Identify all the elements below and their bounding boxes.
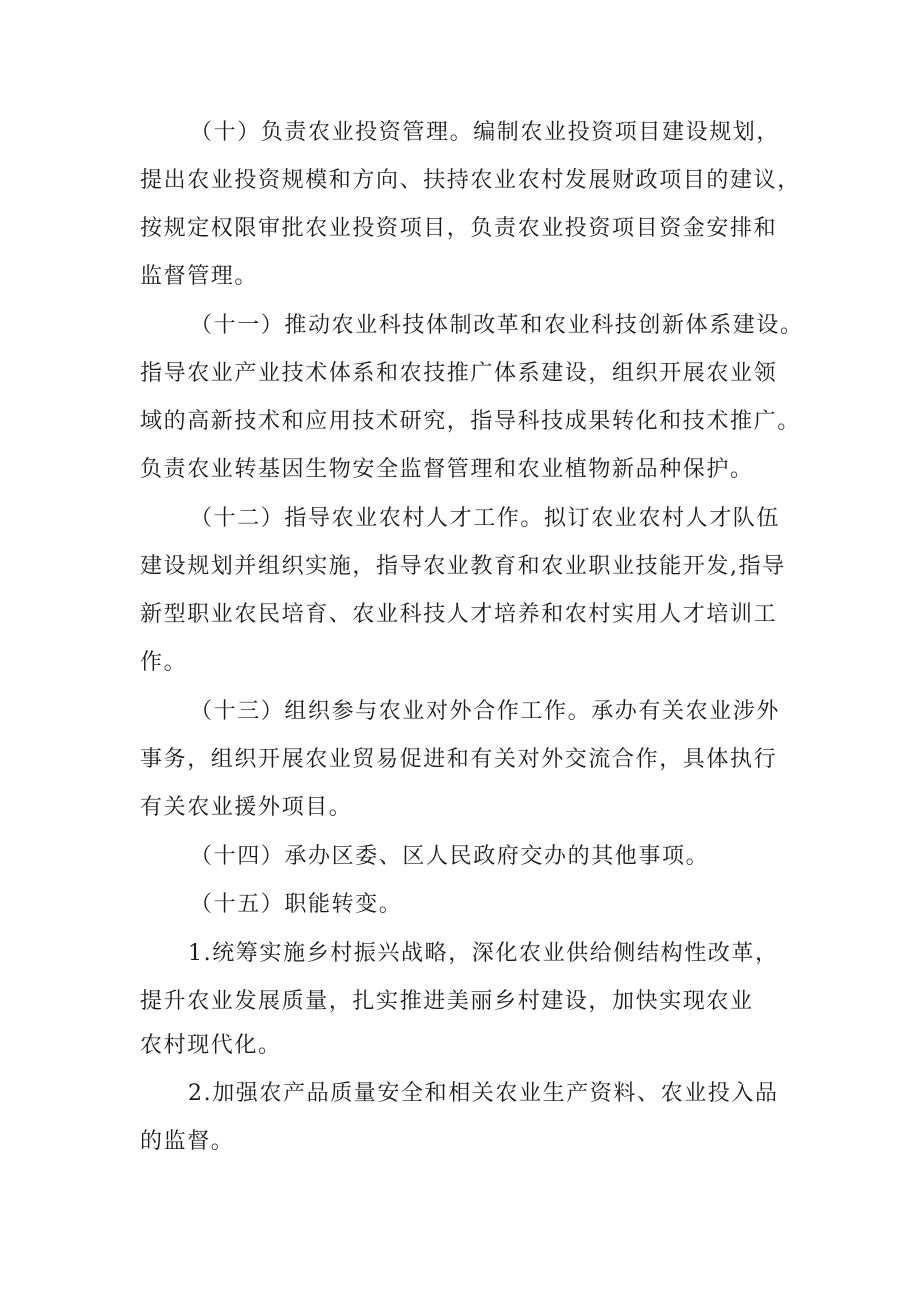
paragraph-2-line-2: 指导农业产业技术体系和农技推广体系建设，组织开展农业领: [140, 361, 778, 386]
paragraph-1-line-2: 提出农业投资规模和方向、扶持农业农村发展财政项目的建议，: [140, 168, 801, 193]
paragraph-3-line-1: （十二）指导农业农村人才工作。拟订农业农村人才队伍: [190, 506, 781, 531]
paragraph-3-line-2: 建设规划并组织实施，指导农业教育和农业职业技能开发,指导: [140, 554, 786, 579]
paragraph-8-line-1: 2.加强农产品质量安全和相关农业生产资料、农业投入品: [188, 1081, 779, 1106]
paragraph-6-line-1: （十五）职能转变。: [190, 892, 403, 917]
paragraph-1-line-1: （十）负责农业投资管理。编制农业投资项目建设规划，: [190, 120, 781, 145]
paragraph-4-line-1: （十三）组织参与农业对外合作工作。承办有关农业涉外: [190, 699, 781, 724]
paragraph-7-line-2: 提升农业发展质量，扎实推进美丽乡村建设，加快实现农业: [140, 989, 754, 1014]
paragraph-1-line-4: 监督管理。: [140, 264, 259, 289]
paragraph-3-line-3: 新型职业农民培育、农业科技人才培养和农村实用人才培训工: [140, 602, 778, 627]
paragraph-2-line-4: 负责农业转基因生物安全监督管理和农业植物新品种保护。: [140, 457, 754, 482]
paragraph-1-line-3: 按规定权限审批农业投资项目，负责农业投资项目资金安排和: [140, 216, 778, 241]
paragraph-8-line-2: 的监督。: [140, 1129, 235, 1154]
paragraph-7-line-1: 1.统筹实施乡村振兴战略，深化农业供给侧结构性改革，: [188, 941, 779, 966]
paragraph-2-line-1: （十一）推动农业科技体制改革和农业科技创新体系建设。: [190, 313, 804, 338]
paragraph-3-line-4: 作。: [140, 650, 188, 675]
paragraph-4-line-2: 事务，组织开展农业贸易促进和有关对外交流合作，具体执行: [140, 747, 778, 772]
paragraph-2-line-3: 域的高新技术和应用技术研究，指导科技成果转化和技术推广。: [140, 409, 801, 434]
paragraph-5-line-1: （十四）承办区委、区人民政府交办的其他事项。: [190, 844, 710, 869]
paragraph-7-line-3: 农村现代化。: [140, 1033, 282, 1058]
paragraph-4-line-3: 有关农业援外项目。: [140, 795, 353, 820]
